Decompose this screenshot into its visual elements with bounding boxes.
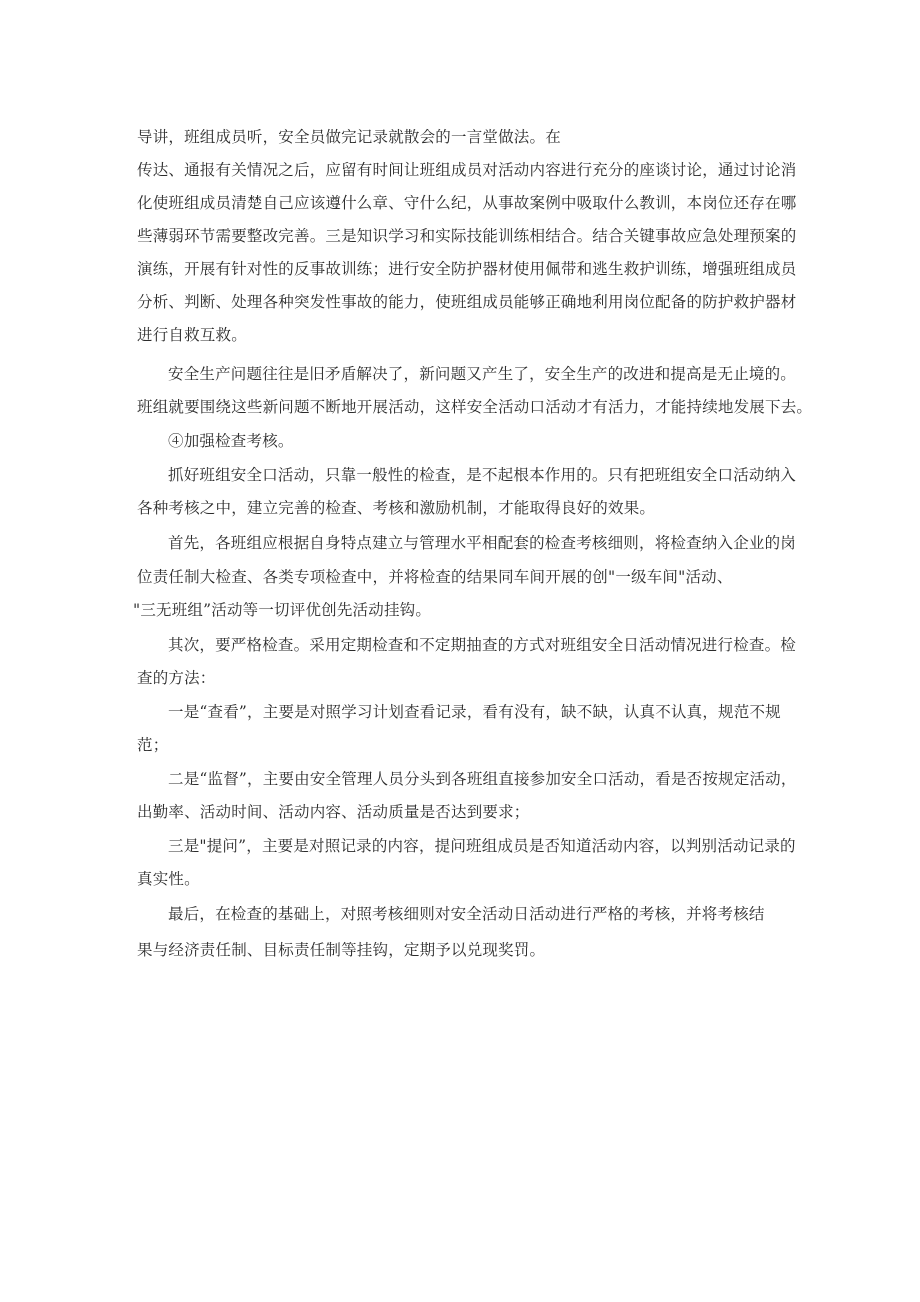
- text-line: 抓好班组安全口活动，只靠一般性的检查，是不起根本作用的。只有把班组安全口活动纳入: [168, 466, 797, 484]
- text-line: 安全生产问题往往是旧矛盾解决了，新问题又产生了，安全生产的改进和提高是无止境的。: [168, 365, 797, 383]
- text-line: 演练，开展有针对性的反事故训练；进行安全防护器材使用佩带和逃生救护训练，增强班组成员: [137, 260, 797, 278]
- text-line: 班组就要围绕这些新问题不断地开展活动，这样安全活动口活动才有活力，才能持续地发展下去。: [137, 398, 813, 416]
- text-line: 传达、通报有关情况之后，应留有时间让班组成员对活动内容进行充分的座谈讨论，通过讨论消: [137, 161, 797, 179]
- text-line: 二是“监督”，主要由安全管理人员分头到各班组直接参加安全口活动，看是否按规定活动，: [168, 770, 797, 788]
- text-line: 些薄弱环节需要整改完善。三是知识学习和实际技能训练相结合。结合关键事故应急处理预案的: [137, 227, 797, 245]
- text-line: 化使班组成员清楚自己应该遵什么章、守什么纪，从事故案例中吸取什么教训，本岗位还存在哪: [137, 194, 797, 212]
- text-line: 三是"提问”，主要是对照记录的内容，提问班组成员是否知道活动内容，以判别活动记录的: [168, 837, 796, 855]
- text-line: 首先，各班组应根据自身特点建立与管理水平相配套的检查考核细则，将检查纳入企业的岗: [168, 534, 797, 552]
- text-line: 进行自救互救。: [137, 326, 247, 344]
- text-line: 出勤率、活动时间、活动内容、活动质量是否达到要求；: [137, 803, 530, 821]
- text-line: 导讲，班组成员听，安全员做完记录就散会的一言堂做法。在: [137, 128, 561, 146]
- text-line: ④加强检查考核。: [168, 432, 294, 450]
- text-line: 各种考核之中，建立完善的检查、考核和激励机制，才能取得良好的效果。: [137, 499, 656, 517]
- text-line: 查的方法：: [137, 669, 216, 687]
- text-line: 真实性。: [137, 870, 200, 888]
- text-line: 范；: [137, 736, 169, 754]
- text-line: 一是“查看”，主要是对照学习计划查看记录，看有没有，缺不缺，认真不认真，规范不规: [168, 703, 781, 721]
- text-line: 最后，在检查的基础上，对照考核细则对安全活动日活动进行严格的考核，并将考核结: [168, 905, 765, 923]
- text-line: 果与经济责任制、目标责任制等挂钩，定期予以兑现奖罚。: [137, 941, 546, 959]
- text-line: 分析、判断、处理各种突发性事故的能力，使班组成员能够正确地利用岗位配备的防护救护器材: [137, 293, 797, 311]
- text-line: "三无班组”活动等一切评优创先活动挂钩。: [133, 601, 432, 619]
- text-line: 位责任制大检查、各类专项检查中，并将检查的结果同车间开展的创"一级车间"活动、: [137, 568, 733, 586]
- text-line: 其次，要严格检查。采用定期检查和不定期抽查的方式对班组安全日活动情况进行检查。检: [168, 636, 797, 654]
